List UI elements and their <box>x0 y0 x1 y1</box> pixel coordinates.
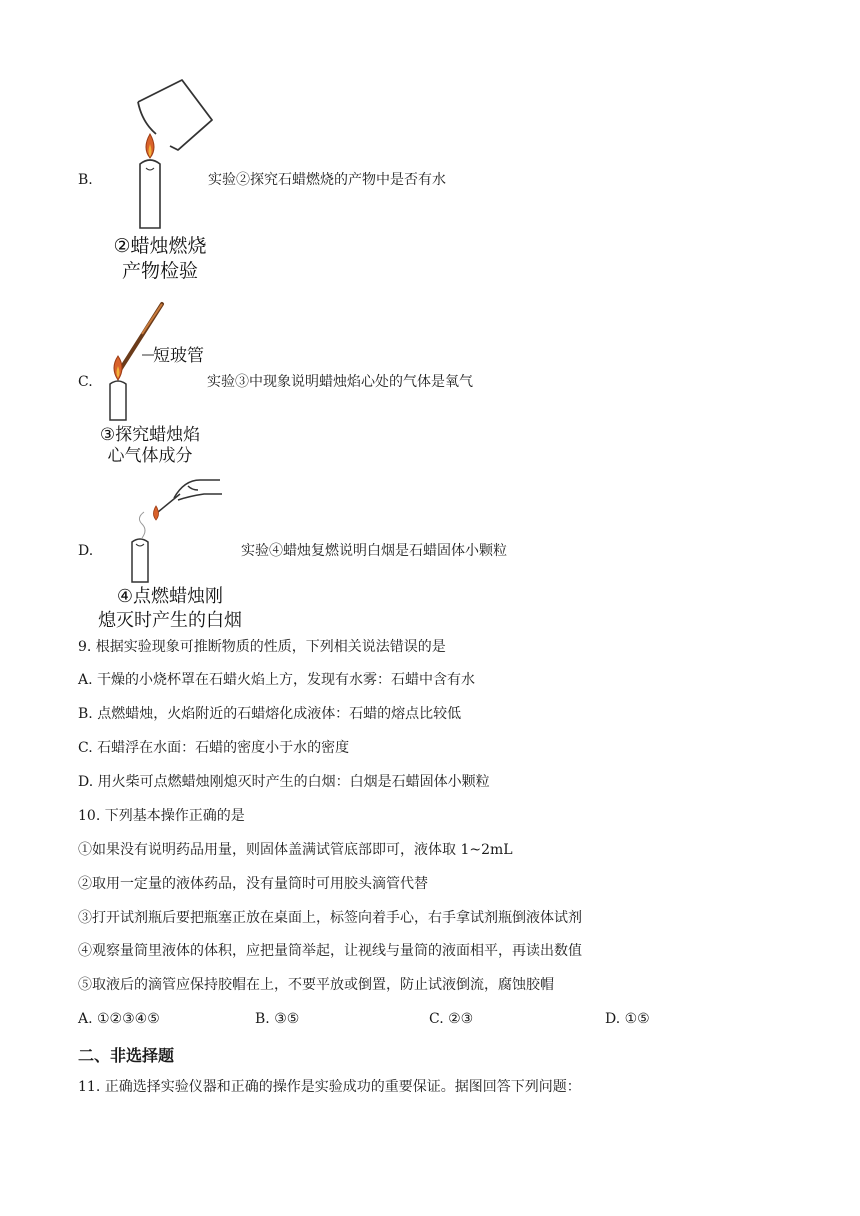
q9-option-b: B. 点燃蜡烛，火焰附近的石蜡熔化成液体：石蜡的熔点比较低 <box>78 706 462 722</box>
q10-choice-a: A. ①②③④⑤ <box>78 1011 160 1027</box>
q10-choice-b: B. ③⑤ <box>255 1011 300 1027</box>
relight-smoke-candle-figure <box>118 470 228 588</box>
option-d-caption-line2: 熄灭时产生的白烟 <box>98 610 242 631</box>
q10-statement-4: ④观察量筒里液体的体积，应把量筒举起，让视线与量筒的液面相平，再读出数值 <box>78 943 582 959</box>
q10-statement-2: ②取用一定量的液体药品，没有量筒时可用胶头滴管代替 <box>78 876 428 892</box>
short-glass-tube-label: 短玻管 <box>153 346 204 366</box>
q9-option-d: D. 用火柴可点燃蜡烛刚熄灭时产生的白烟：白烟是石蜡固体小颗粒 <box>78 774 490 790</box>
q11-stem: 11. 正确选择实验仪器和正确的操作是实验成功的重要保证。据图回答下列问题： <box>78 1079 581 1095</box>
q10-statement-1: ①如果没有说明药品用量，则固体盖满试管底部即可，液体取 1~2mL <box>78 842 513 858</box>
q10-statement-3: ③打开试剂瓶后要把瓶塞正放在桌面上，标签向着手心，右手拿试剂瓶倒液体试剂 <box>78 910 582 926</box>
option-c-letter: C. <box>78 374 93 390</box>
option-b-caption-line1: ②蜡烛燃烧 <box>113 235 207 257</box>
q9-option-c: C. 石蜡浮在水面：石蜡的密度小于水的密度 <box>78 740 350 756</box>
option-b-text: 实验②探究石蜡燃烧的产物中是否有水 <box>208 172 446 188</box>
q10-choice-d: D. ①⑤ <box>605 1011 650 1027</box>
option-c-caption-line1: ③探究蜡烛焰 <box>99 425 201 445</box>
section-heading: 二、非选择题 <box>78 1046 175 1065</box>
q10-statement-5: ⑤取液后的滴管应保持胶帽在上，不要平放或倒置，防止试液倒流，腐蚀胶帽 <box>78 977 554 993</box>
q9-option-a: A. 干燥的小烧杯罩在石蜡火焰上方，发现有水雾：石蜡中含有水 <box>78 672 476 688</box>
option-d-text: 实验④蜡烛复燃说明白烟是石蜡固体小颗粒 <box>241 543 507 559</box>
option-d-caption-line1: ④点燃蜡烛刚 <box>116 586 224 607</box>
option-b-caption-line2: 产物检验 <box>121 260 198 282</box>
q10-choice-c: C. ②③ <box>429 1011 474 1027</box>
q10-stem: 10. 下列基本操作正确的是 <box>78 808 245 824</box>
option-b-letter: B. <box>78 172 93 188</box>
q9-stem: 9. 根据实验现象可推断物质的性质，下列相关说法错误的是 <box>78 639 446 655</box>
option-d-letter: D. <box>78 543 94 559</box>
option-c-caption-line2: 心气体成分 <box>107 446 193 466</box>
beaker-over-candle-figure <box>120 72 220 232</box>
option-c-text: 实验③中现象说明蜡烛焰心处的气体是氧气 <box>207 374 473 390</box>
